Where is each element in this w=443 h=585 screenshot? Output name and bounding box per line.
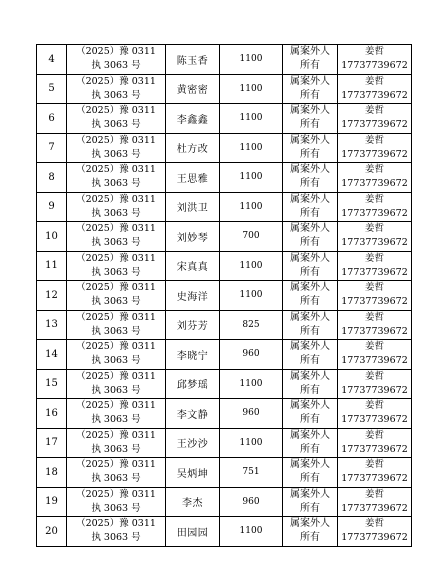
ownership-line1: 属案外人 [290,311,330,323]
contact-name: 姜哲 [364,134,384,146]
case-number-line1: （2025）豫 0311 [76,488,156,500]
table-row [37,74,412,104]
ownership-line1: 属案外人 [290,105,330,117]
contact-cell [338,74,412,104]
ownership-line2: 所有 [300,178,320,190]
contact-phone: 17737739672 [341,89,408,101]
case-number-line2: 执 3063 号 [91,119,141,131]
ownership-cell [283,133,338,163]
contact-cell [338,458,412,488]
contact-phone: 17737739672 [341,384,408,396]
ownership-line1: 属案外人 [290,223,330,235]
contact-name: 姜哲 [364,193,384,205]
case-number-line1: （2025）豫 0311 [76,341,156,353]
case-number-line1: （2025）豫 0311 [76,105,156,117]
row-number: 12 [37,281,67,311]
contact-name: 姜哲 [364,459,384,471]
person-name: 王沙沙 [166,428,220,458]
table-row [37,104,412,134]
person-name: 李鑫鑫 [166,104,220,134]
case-number-line2: 执 3063 号 [91,60,141,72]
case-number-line2: 执 3063 号 [91,443,141,455]
ownership-line2: 所有 [300,296,320,308]
ownership-line1: 属案外人 [290,459,330,471]
ownership-line1: 属案外人 [290,488,330,500]
contact-name: 姜哲 [364,518,384,530]
case-number-line2: 执 3063 号 [91,502,141,514]
amount-value: 1100 [220,251,283,281]
case-number-line1: （2025）豫 0311 [76,252,156,264]
case-number-line2: 执 3063 号 [91,89,141,101]
ownership-line2: 所有 [300,89,320,101]
case-number-line1: （2025）豫 0311 [76,164,156,176]
case-number-line1: （2025）豫 0311 [76,459,156,471]
person-name: 史海洋 [166,281,220,311]
case-number-cell [67,458,166,488]
contact-phone: 17737739672 [341,266,408,278]
ownership-cell [283,222,338,252]
case-number-line2: 执 3063 号 [91,355,141,367]
row-number: 11 [37,251,67,281]
case-number-cell [67,251,166,281]
contact-name: 姜哲 [364,370,384,382]
case-number-line1: （2025）豫 0311 [76,311,156,323]
table-row [37,163,412,193]
ownership-line2: 所有 [300,384,320,396]
case-number-line1: （2025）豫 0311 [76,370,156,382]
contact-cell [338,369,412,399]
table-row [37,487,412,517]
row-number: 9 [37,192,67,222]
ownership-line2: 所有 [300,266,320,278]
ownership-cell [283,340,338,370]
contact-cell [338,340,412,370]
table-row [37,281,412,311]
contact-name: 姜哲 [364,75,384,87]
case-table [36,44,412,547]
row-number: 6 [37,104,67,134]
ownership-line1: 属案外人 [290,282,330,294]
contact-phone: 17737739672 [341,443,408,455]
ownership-cell [283,487,338,517]
person-name: 陈玉香 [166,45,220,75]
ownership-line2: 所有 [300,325,320,337]
ownership-line1: 属案外人 [290,341,330,353]
contact-phone: 17737739672 [341,296,408,308]
ownership-cell [283,45,338,75]
ownership-line1: 属案外人 [290,164,330,176]
table-row [37,251,412,281]
row-number: 10 [37,222,67,252]
case-number-cell [67,340,166,370]
contact-phone: 17737739672 [341,60,408,72]
case-number-line2: 执 3063 号 [91,237,141,249]
contact-cell [338,428,412,458]
person-name: 田园园 [166,517,220,547]
person-name: 刘妙琴 [166,222,220,252]
ownership-line2: 所有 [300,148,320,160]
table-row [37,517,412,547]
person-name: 李晓宁 [166,340,220,370]
person-name: 李杰 [166,487,220,517]
contact-phone: 17737739672 [341,414,408,426]
contact-cell [338,163,412,193]
ownership-line1: 属案外人 [290,193,330,205]
table-body [37,45,412,547]
contact-cell [338,281,412,311]
case-number-cell [67,163,166,193]
case-number-cell [67,45,166,75]
ownership-cell [283,369,338,399]
case-number-cell [67,222,166,252]
contact-cell [338,45,412,75]
amount-value: 1100 [220,192,283,222]
table-row [37,310,412,340]
amount-value: 825 [220,310,283,340]
contact-phone: 17737739672 [341,532,408,544]
person-name: 杜方改 [166,133,220,163]
contact-cell [338,487,412,517]
person-name: 邱梦瑶 [166,369,220,399]
person-name: 宋真真 [166,251,220,281]
ownership-line2: 所有 [300,473,320,485]
ownership-cell [283,251,338,281]
ownership-line2: 所有 [300,207,320,219]
amount-value: 700 [220,222,283,252]
ownership-line2: 所有 [300,119,320,131]
ownership-cell [283,399,338,429]
case-number-line2: 执 3063 号 [91,266,141,278]
contact-name: 姜哲 [364,311,384,323]
ownership-cell [283,428,338,458]
ownership-line2: 所有 [300,532,320,544]
case-number-cell [67,428,166,458]
person-name: 李文静 [166,399,220,429]
amount-value: 751 [220,458,283,488]
ownership-cell [283,74,338,104]
contact-name: 姜哲 [364,105,384,117]
person-name: 王思雅 [166,163,220,193]
contact-phone: 17737739672 [341,148,408,160]
ownership-cell [283,163,338,193]
contact-phone: 17737739672 [341,473,408,485]
ownership-line2: 所有 [300,237,320,249]
case-number-cell [67,310,166,340]
ownership-line2: 所有 [300,355,320,367]
contact-cell [338,222,412,252]
ownership-line2: 所有 [300,60,320,72]
case-number-line1: （2025）豫 0311 [76,75,156,87]
case-number-cell [67,74,166,104]
contact-name: 姜哲 [364,164,384,176]
ownership-line1: 属案外人 [290,400,330,412]
contact-name: 姜哲 [364,223,384,235]
row-number: 8 [37,163,67,193]
contact-name: 姜哲 [364,488,384,500]
case-number-line1: （2025）豫 0311 [76,518,156,530]
table-row [37,45,412,75]
contact-name: 姜哲 [364,400,384,412]
person-name: 刘洪卫 [166,192,220,222]
row-number: 4 [37,45,67,75]
row-number: 7 [37,133,67,163]
contact-phone: 17737739672 [341,178,408,190]
table-row [37,369,412,399]
amount-value: 960 [220,487,283,517]
contact-name: 姜哲 [364,341,384,353]
amount-value: 1100 [220,74,283,104]
case-number-cell [67,133,166,163]
amount-value: 1100 [220,517,283,547]
ownership-cell [283,281,338,311]
table-row [37,222,412,252]
contact-name: 姜哲 [364,282,384,294]
table-row [37,340,412,370]
amount-value: 1100 [220,281,283,311]
table-row [37,192,412,222]
contact-phone: 17737739672 [341,119,408,131]
row-number: 17 [37,428,67,458]
ownership-cell [283,458,338,488]
table-row [37,133,412,163]
contact-name: 姜哲 [364,46,384,58]
table-row [37,458,412,488]
contact-phone: 17737739672 [341,325,408,337]
case-number-line2: 执 3063 号 [91,207,141,219]
ownership-line2: 所有 [300,502,320,514]
case-number-line1: （2025）豫 0311 [76,400,156,412]
contact-name: 姜哲 [364,252,384,264]
row-number: 19 [37,487,67,517]
row-number: 18 [37,458,67,488]
row-number: 16 [37,399,67,429]
contact-phone: 17737739672 [341,207,408,219]
contact-cell [338,251,412,281]
ownership-line1: 属案外人 [290,518,330,530]
person-name: 吴炳坤 [166,458,220,488]
contact-cell [338,192,412,222]
case-number-cell [67,369,166,399]
case-number-line1: （2025）豫 0311 [76,193,156,205]
amount-value: 1100 [220,104,283,134]
ownership-line1: 属案外人 [290,46,330,58]
table-row [37,428,412,458]
amount-value: 1100 [220,369,283,399]
case-number-line1: （2025）豫 0311 [76,282,156,294]
case-number-cell [67,517,166,547]
case-number-line2: 执 3063 号 [91,532,141,544]
ownership-line2: 所有 [300,414,320,426]
amount-value: 1100 [220,133,283,163]
row-number: 5 [37,74,67,104]
row-number: 14 [37,340,67,370]
ownership-line1: 属案外人 [290,75,330,87]
row-number: 13 [37,310,67,340]
case-number-line2: 执 3063 号 [91,384,141,396]
table-row [37,399,412,429]
ownership-line1: 属案外人 [290,252,330,264]
ownership-cell [283,310,338,340]
case-number-line2: 执 3063 号 [91,148,141,160]
case-number-line1: （2025）豫 0311 [76,134,156,146]
case-number-cell [67,192,166,222]
case-number-line2: 执 3063 号 [91,325,141,337]
case-number-cell [67,487,166,517]
contact-phone: 17737739672 [341,502,408,514]
ownership-line1: 属案外人 [290,429,330,441]
ownership-line2: 所有 [300,443,320,455]
amount-value: 960 [220,340,283,370]
contact-cell [338,517,412,547]
case-number-line2: 执 3063 号 [91,414,141,426]
amount-value: 1100 [220,428,283,458]
contact-cell [338,104,412,134]
contact-phone: 17737739672 [341,237,408,249]
case-number-line1: （2025）豫 0311 [76,223,156,235]
case-number-line2: 执 3063 号 [91,178,141,190]
contact-name: 姜哲 [364,429,384,441]
contact-cell [338,399,412,429]
case-number-line1: （2025）豫 0311 [76,429,156,441]
case-number-line2: 执 3063 号 [91,296,141,308]
contact-cell [338,133,412,163]
case-number-cell [67,281,166,311]
ownership-line1: 属案外人 [290,370,330,382]
amount-value: 1100 [220,45,283,75]
amount-value: 960 [220,399,283,429]
row-number: 15 [37,369,67,399]
ownership-cell [283,104,338,134]
contact-phone: 17737739672 [341,355,408,367]
person-name: 刘芬芳 [166,310,220,340]
row-number: 20 [37,517,67,547]
contact-cell [338,310,412,340]
case-number-line2: 执 3063 号 [91,473,141,485]
case-number-cell [67,399,166,429]
case-number-line1: （2025）豫 0311 [76,46,156,58]
ownership-cell [283,517,338,547]
case-number-cell [67,104,166,134]
ownership-cell [283,192,338,222]
person-name: 黄密密 [166,74,220,104]
ownership-line1: 属案外人 [290,134,330,146]
amount-value: 1100 [220,163,283,193]
